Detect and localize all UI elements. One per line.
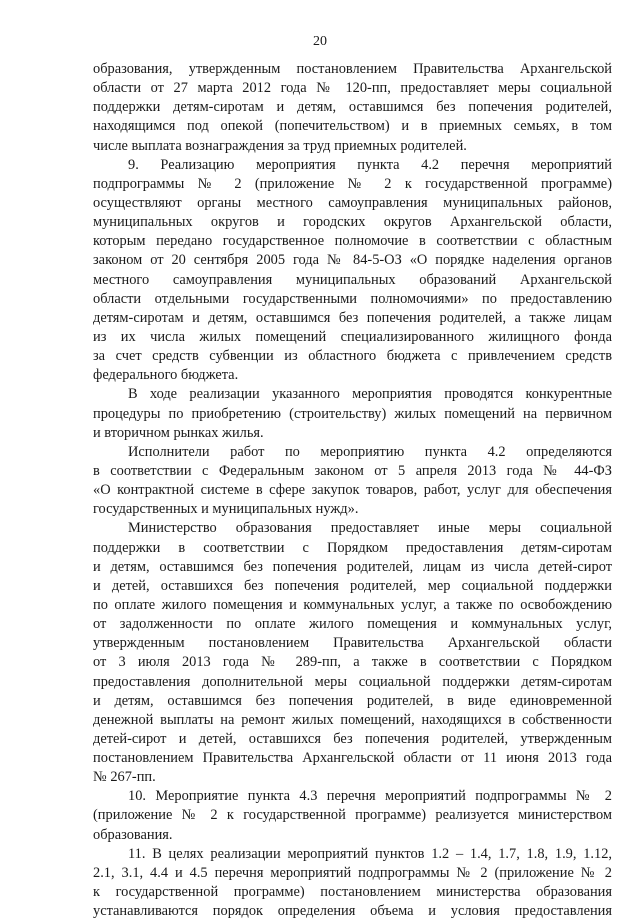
text-line: утвержденным постановлением Правительства Архангельской области	[93, 635, 612, 652]
text-line: 2.1, 3.1, 4.4 и 4.5 перечня мероприятий подпрограммы № 2 (приложение № 2	[93, 864, 612, 881]
text-line: образования, утвержденным постановлением Правительства Архангельской	[93, 61, 612, 77]
text-line: области от 27 марта 2012 года № 120-пп, предоставляет меры социальной	[93, 80, 612, 97]
text-line: № 267-пп.	[93, 769, 156, 786]
document-body	[93, 60, 612, 921]
text-line: находящимся под опекой (попечительством) и в приемных семьях, в том	[93, 118, 612, 135]
text-line: 9. Реализацию мероприятия пункта 4.2 перечня мероприятий	[128, 156, 612, 173]
text-line: и вторичном рынках жилья.	[93, 424, 264, 441]
text-line: 11. В целях реализации мероприятий пунктов 1.2 – 1.4, 1.7, 1.8, 1.9, 1.12,	[128, 845, 612, 862]
text-line: законом от 20 сентября 2005 года № 84-5-ОЗ «О порядке наделения органов	[93, 252, 612, 269]
text-line: области отдельными государственными полномочиями» по предоставлению	[93, 290, 612, 307]
paragraph-6	[93, 787, 612, 844]
text-line: Министерство образования предоставляет иные меры социальной	[128, 520, 612, 537]
text-line: от задолженности по оплате жилого помещения и коммунальных услуг,	[93, 616, 612, 633]
paragraph-3	[93, 385, 612, 442]
text-line: поддержки в соответствии с Порядком предоставления детям-сиротам	[93, 539, 612, 556]
text-line: федерального бюджета.	[93, 367, 239, 384]
text-line: 10. Мероприятие пункта 4.3 перечня мероприятий подпрограммы № 2	[128, 788, 612, 805]
text-line: местного самоуправления муниципальных образований Архангельской	[93, 271, 612, 288]
paragraph-1	[93, 60, 612, 156]
text-line: подпрограммы № 2 (приложение № 2 к государственной программе)	[93, 175, 612, 192]
text-line: к государственной программе) постановлением министерства образования	[93, 884, 612, 901]
text-line: и детям, оставшимся без попечения родителей, в виде единовременной	[93, 692, 612, 709]
text-line: Исполнители работ по мероприятию пункта 4.2 определяются	[128, 443, 612, 460]
text-line: из их числа жилых помещений специализированного жилищного фонда	[93, 328, 612, 345]
text-line: осуществляют органы местного самоуправления муниципальных районов,	[93, 194, 612, 211]
page-number: 20	[313, 34, 327, 49]
text-line: процедуры по приобретению (строительству) жилых помещений на первичном	[93, 405, 612, 422]
paragraph-4	[93, 443, 612, 520]
text-line: постановлением Правительства Архангельской области от 11 июня 2013 года	[93, 750, 612, 767]
text-line: которым передано государственное полномочие в соответствии с областным	[93, 233, 612, 250]
text-line: (приложение № 2 к государственной программе) реализуется министерством	[93, 807, 612, 824]
text-line: поддержки детям-сиротам и детям, оставшимся без попечения родителей,	[93, 99, 612, 116]
paragraph-2	[93, 156, 612, 386]
text-line: по оплате жилого помещения и коммунальных услуг, а также по освобождению	[93, 596, 612, 613]
paragraph-5	[93, 519, 612, 787]
text-line: и детям, оставшимся без попечения родителей, лицам из числа детей-сирот	[93, 558, 612, 575]
text-line: государственных и муниципальных нужд».	[93, 501, 359, 518]
text-line: муниципальных округов и городских округов Архангельской области,	[93, 214, 612, 231]
text-line: от 3 июля 2013 года № 289-пп, а также в соответствии с Порядком	[93, 654, 612, 671]
text-line: предоставления дополнительной меры социальной поддержки детям-сиротам	[93, 673, 612, 690]
text-line: образования.	[93, 826, 173, 843]
text-line: устанавливаются порядок определения объема и условия предоставления	[93, 903, 612, 920]
text-line: за счет средств субвенции из областного бюджета с привлечением средств	[93, 348, 612, 365]
text-line: и детей, оставшихся без попечения родителей, мер социальной поддержки	[93, 577, 612, 594]
text-line: детям-сиротам и детям, оставшимся без попечения родителей, а также лицам	[93, 309, 612, 326]
text-line: числе выплата вознаграждения за труд приемных родителей.	[93, 137, 467, 154]
text-line: в соответствии с Федеральным законом от 5 апреля 2013 года № 44-ФЗ	[93, 462, 612, 479]
text-line: детей-сирот и детей, оставшихся без попечения родителей, утвержденным	[93, 730, 612, 747]
text-line: «О контрактной системе в сфере закупок товаров, работ, услуг для обеспечения	[93, 482, 612, 499]
paragraph-7	[93, 845, 612, 921]
text-line: В ходе реализации указанного мероприятия проводятся конкурентные	[128, 386, 612, 403]
text-line: денежной выплаты на ремонт жилых помещений, находящихся в собственности	[93, 711, 612, 728]
